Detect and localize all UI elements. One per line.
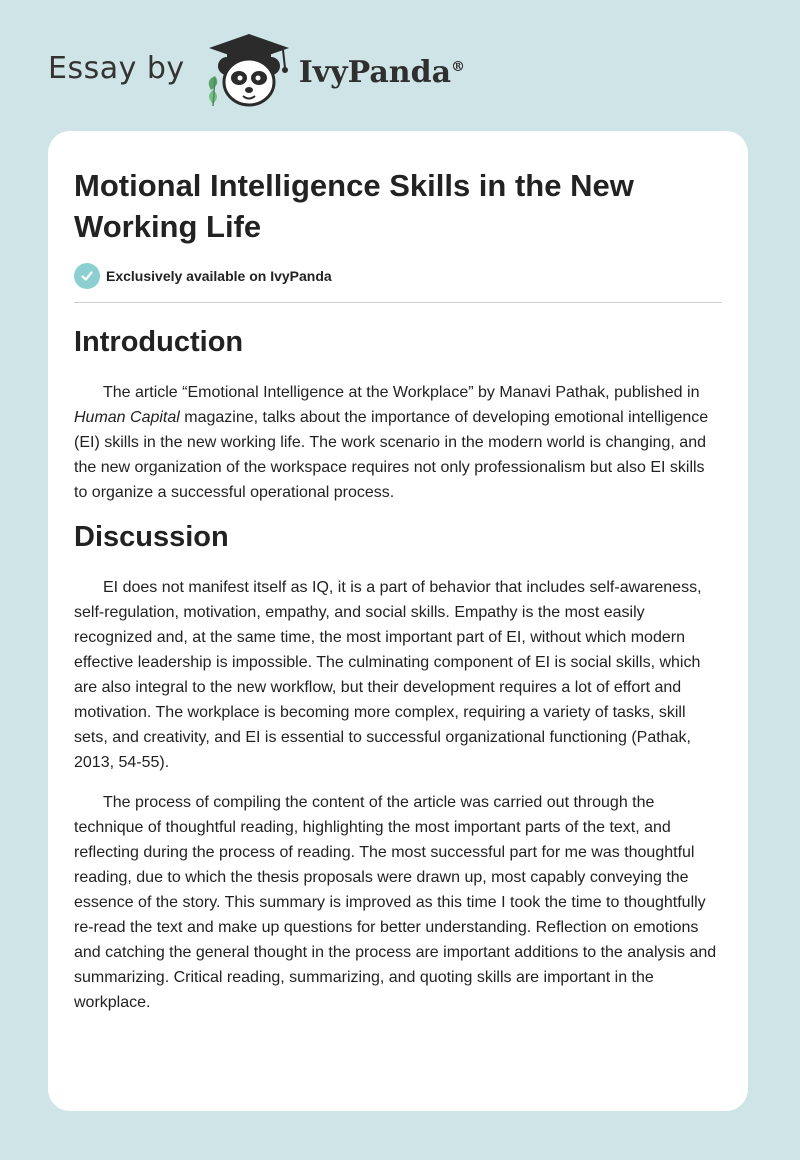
section-heading-introduction: Introduction xyxy=(74,326,244,358)
exclusive-badge xyxy=(74,263,332,289)
introduction-paragraph: The article “Emotional Intelligence at the Workplace” by Manavi Pathak, published in Human Capital magazine, talks about the importance of developing emotional intelligence (EI) skills in the new working life. The work scenario in the modern world is changing, and the new organization of the workspace requires not only professionalism but also EI skills to organize a successful operational process. xyxy=(74,384,709,501)
discussion-paragraph-2: The process of compiling the content of the article was carried out through the technique of thoughtful reading, highlighting the most important parts of the text, and reflecting during the process of reading. The most successful part for me was thoughtful reading, due to which the thesis proposals were drawn up, most capably conveying the essence of the story. This summary is improved as this time I took the time to thoughtfully re-read the text and make up questions for better understanding. Reflection on emotions and catching the general thought in the process are important additions to the analysis and summarizing. Critical reading, summarizing, and quoting skills are important in the workplace. xyxy=(74,794,717,1011)
essay-title: Motional Intelligence Skills in the New Working Life xyxy=(74,168,634,244)
panda-graduate-icon xyxy=(203,30,295,110)
discussion-paragraph-1: EI does not manifest itself as IQ, it is a part of behavior that includes self-awareness, self-regulation, motivation, empathy, and social skills. Empathy is the most easily recognized and, at the same time, the most important part of EI, without which modern effective leadership is impossible. The culminating component of EI is social skills, which are also integral to the new workflow, but their development requires a lot of effort and motivation. The workplace is becoming more complex, requiring a variety of tasks, skill sets, and creativity, and EI is essential to successful organizational functioning (Pathak, 2013, 54-55). xyxy=(74,579,702,771)
essay-card xyxy=(48,131,748,1111)
site-header-brand[interactable] xyxy=(48,30,465,110)
divider xyxy=(74,302,722,303)
check-icon xyxy=(74,263,100,289)
badge-text: Exclusively available on IvyPanda xyxy=(106,268,332,284)
brand-name: IvyPanda® xyxy=(298,54,466,90)
magazine-title: Human Capital xyxy=(74,409,180,426)
section-heading-discussion: Discussion xyxy=(74,521,229,553)
brand-prefix: Essay by xyxy=(48,50,185,86)
essay-body xyxy=(74,322,722,1015)
